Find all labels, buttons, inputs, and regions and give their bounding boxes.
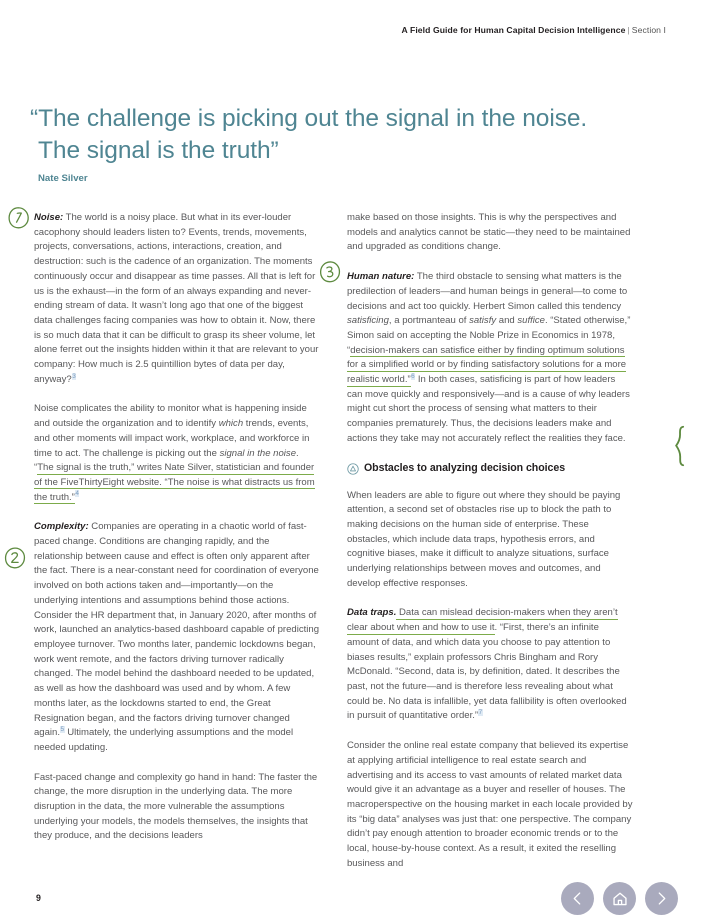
footnote-marker-7[interactable]: 7 [478,709,483,717]
page-number: 9 [36,893,41,903]
text-a: The third obstacle to sensing what matters is the predilection of leaders—and human beings in general—to come to decisions and act too quickly. Herbert Simon called this tendency [347,271,628,312]
text-d: . “Stated otherwise,” Simon said on accepting the Noble Prize in Economics in 1978, “ [347,315,631,356]
column-right [347,211,633,871]
highlighted-sentence-data-mislead[interactable]: Data can mislead decision-makers when they aren’t clear about when and how to use it [347,607,618,634]
lead-in-complexity: Complexity: [34,521,89,533]
pull-quote-line-2: The signal is the truth” [38,137,279,164]
chevron-right-icon [653,890,670,907]
paragraph-human-nature [347,270,633,446]
home-button[interactable] [603,882,636,915]
running-head [402,25,666,35]
emphasis-which: which [218,418,244,430]
emphasis-satisficing: satisficing [347,315,389,327]
paragraph-data-traps [347,606,633,724]
pull-quote-line-1: “The challenge is picking out the signal in the noise. [30,105,588,132]
text-c: . “ [34,447,299,474]
margin-annotation-2[interactable] [2,545,28,571]
paragraph-complexity-body: Companies are operating in a chaotic world of fast-paced change. Conditions are changing rapidly, and the relationship between cause and effect is often only apparent after the fact. There is a near-constant need for coordination of everyone involved on both actions taken and—importantly—on the underlying intentions and assumptions behind those actions. Consider the HR department that, in January 2020, after months of work, launched an analytics-based dashboard capable of predicting employee turnover. Two months later, pandemic lockdowns began, work went remote, and the factors driving turnover radically changed. The model behind the dashboard needed to be updated, as well as how the dashboard was used and by whom. A few months later, as the lockdowns started to end, the Great Resignation began, and the factors driving turnover changed again. [34,521,319,739]
pull-quote [30,103,610,184]
paragraph-noise [34,211,320,387]
section-subheading [347,462,633,474]
warning-triangle-circle-icon [347,462,359,474]
paragraph-fast-paced-change: Fast-paced change and complexity go hand in hand: The faster the change, the more disruption in the underlying data. The more disruption in the data, the more vulnerable the assumptions underlying your models, the models themselves, the insights that they produce, and the decisions leaders [34,771,318,842]
paragraph-obstacles-intro: When leaders are able to figure out where they should be paying attention, a second set of obstacles rise up to block the path to making decisions on the human side of enterprise. These obstacles, which include data traps, hypothesis errors, and cognitive biases, make it difficult to analyze situations, surface underlying relationships between moves and outcomes, and develop effective responses. [347,489,621,589]
pull-quote-text [30,103,610,167]
next-page-button[interactable] [645,882,678,915]
lead-in-noise: Noise: [34,212,64,223]
paragraph-insights-continuation: make based on those insights. This is why the perspectives and models and analytics cannot be static—they need to be maintained and upgraded as conditions change. [347,212,631,253]
column-left [34,211,320,871]
text-a: Noise complicates the ability to monitor what is happening inside and outside the organization and to identify [34,403,307,430]
text-c: and [496,315,518,327]
footnote-marker-5[interactable]: 5 [60,726,65,734]
text-b: , a portmanteau of [388,315,470,327]
paragraph-complexity [34,520,320,755]
emphasis-satisfy: satisfy [469,315,497,327]
margin-brace-annotation [672,425,690,467]
pull-quote-attribution: Nate Silver [38,173,88,184]
margin-annotation-3[interactable] [317,259,343,285]
paragraph-noise-body: The world is a noisy place. But what in its ever-louder cacophony should leaders listen to? Events, trends, movements, projects, conversations, actions, interactions, creation, and destruction: such is the cadence of an organization. The moments continuously occur and disappear as time passes. All that is left for us is the exhaust—in the form of an always expanding and never-ending stream of data. It wasn’t long ago that one of the biggest data challenges facing companies was how to obtain it. Now, there is so much data that it can be difficult to grasp its sheer volume, let alone ferret out the insights hidden within it that are relevant to your company: How much is 2.5 quintillion bytes of data per day, anyway? [34,212,319,385]
paragraph-real-estate-example: Consider the online real estate company that believed its expertise at applying artificial intelligence to real estate search and advertising and its access to vast amounts of related market data would give it an advantage as a buyer and reseller of houses. The macroperspective on the housing market in each locale provided by its “big data” analyses was just that: one perspective. The company didn’t pay enough attention to broader economic trends or to the local, house-by-house context. As a result, it exited the reselling business and [347,740,633,869]
emphasis-signal-in-the-noise: signal in the noise [219,447,297,459]
navigation-controls [561,882,678,915]
paragraph-noise-complicates [34,402,320,505]
emphasis-suffice: suffice [517,315,545,327]
previous-page-button[interactable] [561,882,594,915]
text-b: trends, events, and other moments will impact work, workplace, and workforce in time to act. The challenge is picking out the [34,418,310,459]
paragraph-data-traps-body: . “First, there’s an infinite amount of data, and which data you choose to pay attention to biases results,” explain professors Chris Bingham and Rory McDonald. “Second, data is, by definition, dated. It describes the past, not the future—and is therefore less revealing about what could be. No data is infallible, yet data fallibility is often overlooked in pursuit of quantitative order.” [347,622,627,722]
home-icon [611,890,629,908]
text-e: In both cases, satisficing is part of how leaders can move quickly and responsively—and is a cause of why leaders might cut short the process of sensing what matters to their companies prematurely. Thus, the decisions leaders make and actions they take may not accurately reflect the realities they face. [347,374,630,444]
body-columns [34,211,634,871]
paragraph-complexity-tail: Ultimately, the underlying assumptions and the model needed updating. [34,727,294,753]
lead-in-human-nature: Human nature: [347,271,415,283]
highlighted-quote-nate-silver[interactable]: The signal is the truth,” writes Nate Silver, statistician and founder of the FiveThirtyEight website. “The noise is what distracts us from the truth.” [34,462,315,503]
highlighted-quote-herbert-simon[interactable]: decision-makers can satisfice either by finding optimum solutions for a simplified world or by finding satisfactory solutions for a more realistic world.” [347,344,627,386]
footnote-marker-3[interactable]: 3 [72,372,76,380]
footnote-marker-4[interactable]: 4 [75,490,79,498]
running-head-title: A Field Guide for Human Capital Decision Intelligence [401,25,626,35]
section-subheading-label: Obstacles to analyzing decision choices [364,461,566,474]
lead-in-data-traps: Data traps. [347,607,397,619]
chevron-left-icon [569,890,586,907]
footnote-marker-6[interactable]: 6 [411,372,415,380]
running-head-section: Section I [631,25,666,35]
running-head-separator: | [627,25,630,35]
margin-annotation-1[interactable] [6,205,32,231]
